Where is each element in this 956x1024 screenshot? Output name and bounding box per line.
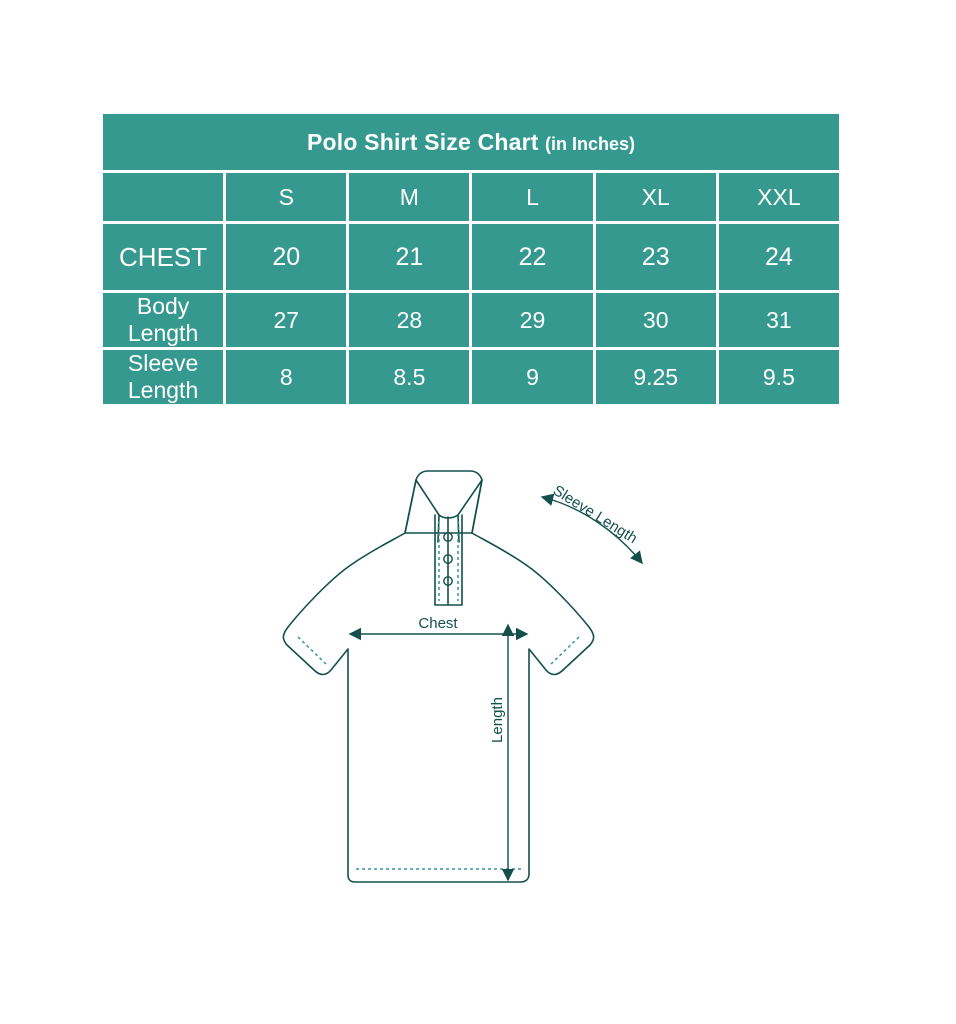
table-header-row (103, 173, 839, 221)
cell-sleeve-length-l: 9 (472, 350, 592, 404)
cell-body-length-xxl: 31 (719, 293, 839, 347)
column-header-m: M (349, 173, 469, 221)
cell-chest-s: 20 (226, 224, 346, 290)
cell-sleeve-length-s: 8 (226, 350, 346, 404)
chart-units-label: (in Inches) (545, 133, 636, 154)
cell-body-length-l: 29 (472, 293, 592, 347)
column-header-xl: XL (596, 173, 716, 221)
sleeve-length-measure (542, 482, 642, 563)
cell-sleeve-length-xxl: 9.5 (719, 350, 839, 404)
cell-body-length-xl: 30 (596, 293, 716, 347)
shirt-outline-group (283, 471, 593, 882)
column-header-xxl: XXL (719, 173, 839, 221)
cell-chest-xxl: 24 (719, 224, 839, 290)
cell-chest-l: 22 (472, 224, 592, 290)
chart-title-cell (103, 114, 839, 170)
page-title: Polo Shirt Size Chart (306, 128, 539, 155)
column-header-s: S (226, 173, 346, 221)
cell-sleeve-length-m: 8.5 (349, 350, 469, 404)
chest-measure (350, 615, 527, 634)
cell-chest-m: 21 (349, 224, 469, 290)
cell-body-length-s: 27 (226, 293, 346, 347)
cell-sleeve-length-xl: 9.25 (596, 350, 716, 404)
size-chart-table-container (100, 111, 842, 407)
chest-label: Chest (418, 615, 458, 632)
table-row (103, 293, 839, 347)
row-label-chest: CHEST (103, 224, 223, 290)
polo-shirt-diagram (230, 455, 730, 925)
length-label: Length (489, 697, 506, 743)
length-measure (489, 625, 508, 880)
sleeve-length-label: Sleeve Length (549, 481, 641, 548)
row-label-body-length: Body Length (103, 293, 223, 347)
table-row (103, 350, 839, 404)
column-header-l: L (472, 173, 592, 221)
cell-body-length-m: 28 (349, 293, 469, 347)
cell-chest-xl: 23 (596, 224, 716, 290)
size-chart-table (100, 111, 842, 407)
shirt-body-outline (283, 533, 593, 882)
table-title-row (103, 114, 839, 170)
table-row (103, 224, 839, 290)
row-label-sleeve-length: Sleeve Length (103, 350, 223, 404)
table-corner-cell (103, 173, 223, 221)
